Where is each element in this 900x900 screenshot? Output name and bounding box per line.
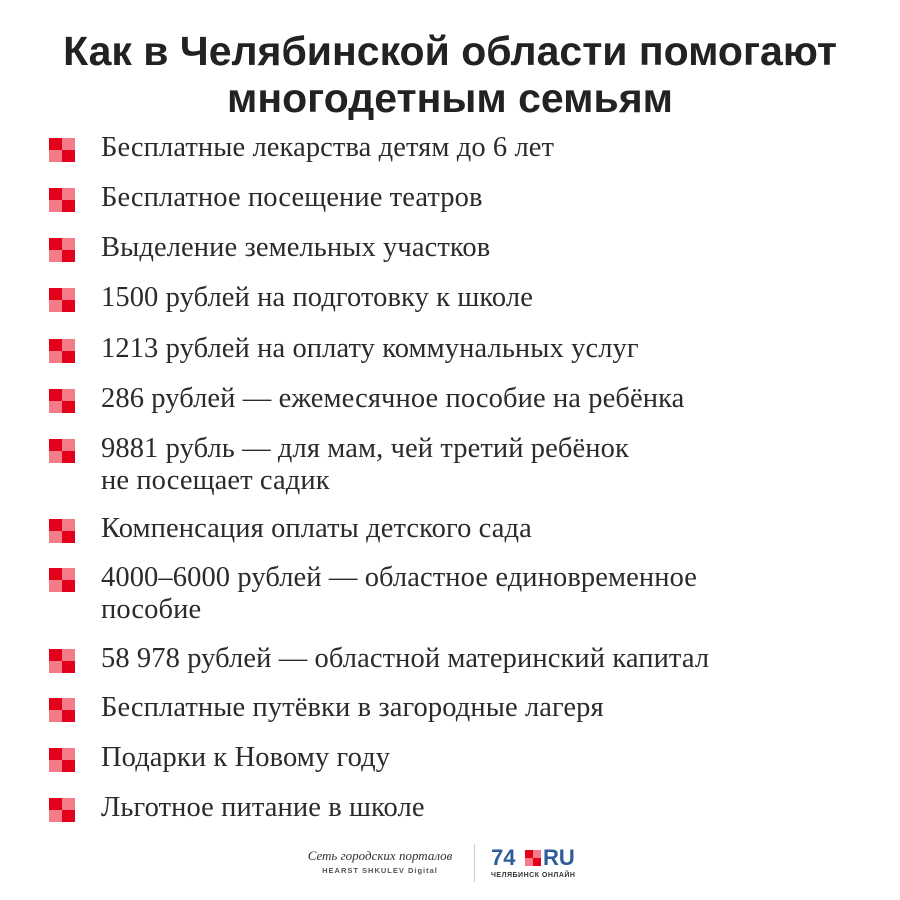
title-line-2: многодетным семьям bbox=[227, 75, 673, 121]
list-item-text: 1500 рублей на подготовку к школе bbox=[101, 282, 533, 313]
brand-logo-suffix: RU bbox=[543, 845, 575, 870]
list-item-text: Бесплатные лекарства детям до 6 лет bbox=[101, 132, 555, 163]
list-item-text: Подарки к Новому году bbox=[101, 742, 391, 773]
brand-logo-subtitle: ЧЕЛЯБИНСК ОНЛАЙН bbox=[491, 872, 576, 879]
red-square-bullet-icon bbox=[49, 649, 75, 673]
footer-divider bbox=[474, 844, 475, 882]
red-square-bullet-icon bbox=[49, 188, 75, 212]
list-item-text: Льготное питание в школе bbox=[101, 792, 425, 823]
list-item-text-line-1: 4000–6000 рублей — областное единовременное bbox=[101, 562, 698, 593]
footer bbox=[0, 838, 900, 888]
list-item-text: Компенсация оплаты детского сада bbox=[101, 513, 532, 544]
title-line-1: Как в Челябинской области помогают bbox=[63, 28, 837, 74]
red-square-bullet-icon bbox=[49, 238, 75, 262]
list-item-text: 58 978 рублей — областной материнский капитал bbox=[101, 643, 710, 674]
list-item-text: Бесплатные путёвки в загородные лагеря bbox=[101, 692, 604, 723]
list-item-text-line-2: не посещает садик bbox=[101, 465, 330, 496]
list-item-text: Выделение земельных участков bbox=[101, 232, 491, 263]
list-item-text: 1213 рублей на оплату коммунальных услуг bbox=[101, 333, 639, 364]
brand-logo-number: 74 bbox=[491, 845, 516, 870]
red-square-bullet-icon bbox=[49, 698, 75, 722]
network-logo-title: Сеть городских порталов bbox=[307, 848, 453, 863]
network-logo-subtitle: HEARST SHKULEV Digital bbox=[322, 866, 438, 875]
red-square-bullet-icon bbox=[49, 288, 75, 312]
red-square-bullet-icon bbox=[49, 138, 75, 162]
brand-logo bbox=[491, 846, 611, 879]
list-item-text-line-1: 9881 рубль — для мам, чей третий ребёнок bbox=[101, 433, 629, 464]
list-item-text bbox=[101, 562, 861, 626]
red-square-bullet-icon bbox=[49, 439, 75, 463]
list-item-text bbox=[101, 433, 861, 497]
brand-square-icon bbox=[525, 850, 541, 866]
red-square-bullet-icon bbox=[49, 748, 75, 772]
red-square-bullet-icon bbox=[49, 389, 75, 413]
list-item-text: 286 рублей — ежемесячное пособие на ребёнка bbox=[101, 383, 685, 414]
red-square-bullet-icon bbox=[49, 798, 75, 822]
red-square-bullet-icon bbox=[49, 519, 75, 543]
red-square-bullet-icon bbox=[49, 339, 75, 363]
list-item-text-line-2: пособие bbox=[101, 594, 202, 625]
list-item-text: Бесплатное посещение театров bbox=[101, 182, 483, 213]
red-square-bullet-icon bbox=[49, 568, 75, 592]
network-logo bbox=[300, 848, 460, 875]
